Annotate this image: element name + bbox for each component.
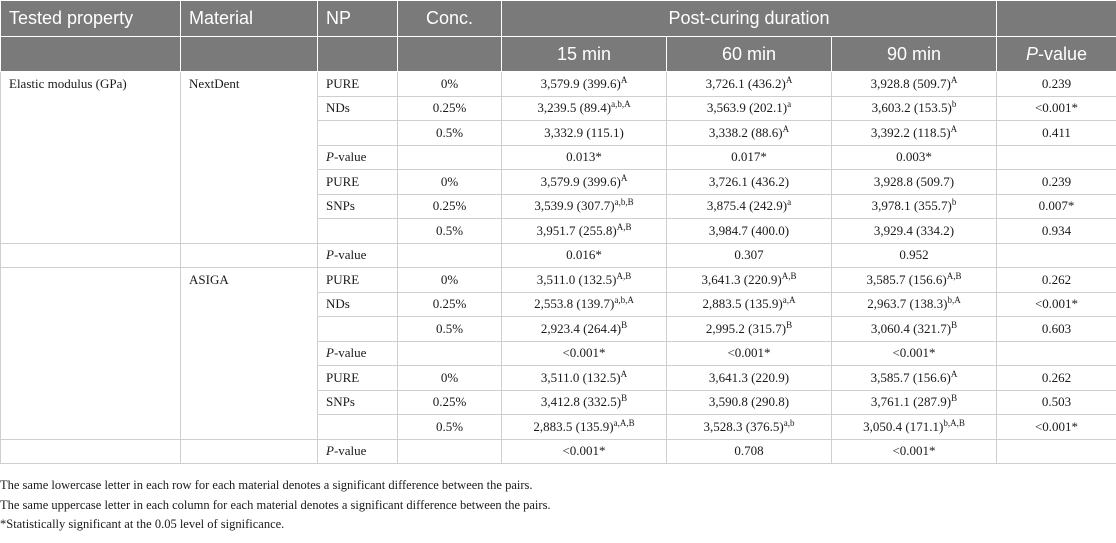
np-cell: PURE xyxy=(318,170,398,195)
col-blank xyxy=(1,37,181,72)
value-text: 3,060.4 (321.7) xyxy=(870,320,952,336)
value-text: 3,412.8 (332.5) xyxy=(540,394,622,410)
value-text: 3,392.2 (118.5) xyxy=(870,124,951,140)
note-significance: *Statistically significant at the 0.05 level of significance. xyxy=(0,517,285,531)
significance-letters: A,B xyxy=(781,270,797,281)
col-conc: Conc. xyxy=(398,1,502,37)
value-cell xyxy=(667,121,832,146)
np-cell: SNPs xyxy=(318,194,398,219)
col-blank xyxy=(181,37,318,72)
value-text: 3,929.4 (334.2) xyxy=(873,222,955,238)
value-text: 3,641.3 (220.9) xyxy=(708,369,790,385)
p-value-cell: 0.013* xyxy=(502,145,667,170)
value-cell xyxy=(502,121,667,146)
value-text: 3,579.9 (399.6) xyxy=(540,75,621,91)
row-p-value: 0.262 xyxy=(997,366,1116,391)
value-text: 3,511.0 (132.5) xyxy=(536,271,617,287)
significance-letters: a,b xyxy=(783,417,795,428)
conc-cell: 0.5% xyxy=(398,219,502,244)
table-notes xyxy=(0,476,551,535)
p-value-cell: <0.001* xyxy=(502,439,667,464)
significance-letters: a,b,A xyxy=(614,295,634,306)
value-text: 3,332.9 (115.1) xyxy=(544,124,624,140)
np-cell xyxy=(318,219,398,244)
row-p-value: 0.503 xyxy=(997,390,1116,415)
p-value-cell: 0.016* xyxy=(502,243,667,268)
value-cell xyxy=(667,96,832,121)
material-cell: ASIGA xyxy=(181,268,318,440)
table-row xyxy=(1,72,1116,97)
significance-letters: A xyxy=(620,368,628,379)
significance-letters: a,b,A xyxy=(611,99,631,110)
value-cell xyxy=(832,317,997,342)
empty-cell xyxy=(181,439,318,464)
value-text: 2,553.8 (139.7) xyxy=(534,296,615,312)
table-body xyxy=(1,72,1116,464)
conc-cell: 0.25% xyxy=(398,194,502,219)
value-cell xyxy=(502,366,667,391)
value-text: 3,951.7 (255.8) xyxy=(536,222,617,238)
value-cell xyxy=(667,72,832,97)
value-cell xyxy=(667,194,832,219)
value-cell xyxy=(832,219,997,244)
value-text: 3,590.8 (290.8) xyxy=(708,394,790,410)
value-cell xyxy=(667,219,832,244)
conc-cell: 0% xyxy=(398,72,502,97)
value-cell xyxy=(667,366,832,391)
conc-cell: 0.25% xyxy=(398,292,502,317)
value-text: 3,528.3 (376.5) xyxy=(703,418,784,434)
conc-cell: 0.5% xyxy=(398,121,502,146)
value-text: 3,563.9 (202.1) xyxy=(706,100,788,116)
np-cell: PURE xyxy=(318,366,398,391)
value-text: 3,239.5 (89.4) xyxy=(537,100,612,116)
value-cell xyxy=(832,415,997,440)
value-text: 3,875.4 (242.9) xyxy=(706,198,788,214)
significance-letters: a,A xyxy=(782,295,796,306)
p-value-label xyxy=(318,145,398,170)
row-p-value: 0.239 xyxy=(997,170,1116,195)
row-p-value: 0.007* xyxy=(997,194,1116,219)
value-cell xyxy=(502,170,667,195)
value-cell xyxy=(832,72,997,97)
p-suffix: -value xyxy=(333,247,367,263)
value-cell xyxy=(502,96,667,121)
significance-letters: A xyxy=(785,74,793,85)
significance-letters: A xyxy=(782,123,790,134)
p-value-cell: <0.001* xyxy=(502,341,667,366)
value-text: 3,585.7 (156.6) xyxy=(866,271,947,287)
value-cell xyxy=(667,292,832,317)
significance-letters: b xyxy=(951,197,957,208)
col-tested-property: Tested property xyxy=(1,1,181,37)
significance-letters: a xyxy=(787,197,792,208)
value-cell xyxy=(832,366,997,391)
col-15min: 15 min xyxy=(502,37,667,72)
value-cell xyxy=(667,170,832,195)
p-italic: P xyxy=(326,247,334,263)
p-italic: P xyxy=(326,149,334,165)
row-p-value: <0.001* xyxy=(997,415,1116,440)
row-p-value: 0.934 xyxy=(997,219,1116,244)
table-row xyxy=(1,268,1116,293)
value-text: 2,883.5 (135.9) xyxy=(533,418,614,434)
value-cell xyxy=(832,121,997,146)
empty-cell xyxy=(1,268,181,440)
col-material: Material xyxy=(181,1,318,37)
value-text: 3,641.3 (220.9) xyxy=(701,271,782,287)
empty-cell xyxy=(398,341,502,366)
value-cell xyxy=(667,317,832,342)
p-value-cell: 0.307 xyxy=(667,243,832,268)
value-text: 3,928.8 (509.7) xyxy=(873,173,955,189)
value-cell xyxy=(502,72,667,97)
empty-cell xyxy=(997,439,1116,464)
material-cell: NextDent xyxy=(181,72,318,244)
empty-cell xyxy=(181,243,318,268)
value-text: 3,928.8 (509.7) xyxy=(870,75,951,91)
row-p-value: 0.411 xyxy=(997,121,1116,146)
significance-letters: B xyxy=(786,319,793,330)
p-value-label xyxy=(318,439,398,464)
significance-letters: A xyxy=(620,172,628,183)
value-text: 2,923.4 (264.4) xyxy=(540,320,622,336)
conc-cell: 0.5% xyxy=(398,317,502,342)
p-value-label xyxy=(318,341,398,366)
empty-cell xyxy=(997,243,1116,268)
p-italic: P xyxy=(326,443,334,459)
significance-letters: A xyxy=(950,123,958,134)
empty-cell xyxy=(398,145,502,170)
value-text: 3,726.1 (436.2) xyxy=(705,75,786,91)
value-cell xyxy=(502,268,667,293)
significance-letters: A,B xyxy=(616,270,632,281)
conc-cell: 0.25% xyxy=(398,96,502,121)
conc-cell: 0% xyxy=(398,268,502,293)
value-text: 3,603.2 (153.5) xyxy=(871,100,952,116)
value-cell xyxy=(832,96,997,121)
significance-letters: b xyxy=(951,99,957,110)
p-value-cell: 0.952 xyxy=(832,243,997,268)
value-cell xyxy=(832,170,997,195)
conc-cell: 0.5% xyxy=(398,415,502,440)
np-cell: NDs xyxy=(318,292,398,317)
row-p-value: 0.239 xyxy=(997,72,1116,97)
p-value-row xyxy=(1,243,1116,268)
col-p-value: P-value xyxy=(997,37,1116,72)
value-cell xyxy=(667,268,832,293)
np-cell: PURE xyxy=(318,72,398,97)
np-cell: SNPs xyxy=(318,390,398,415)
significance-letters: B xyxy=(951,393,958,404)
col-60min: 60 min xyxy=(667,37,832,72)
empty-cell xyxy=(398,439,502,464)
property-cell: Elastic modulus (GPa) xyxy=(1,72,181,244)
p-value-cell: <0.001* xyxy=(667,341,832,366)
col-post-curing: Post-curing duration xyxy=(502,1,997,37)
value-cell xyxy=(832,390,997,415)
significance-letters: B xyxy=(621,393,628,404)
conc-cell: 0% xyxy=(398,170,502,195)
significance-letters: A,B xyxy=(946,270,962,281)
value-text: 3,338.2 (88.6) xyxy=(708,124,783,140)
empty-cell xyxy=(1,439,181,464)
p-value-cell: 0.708 xyxy=(667,439,832,464)
empty-cell xyxy=(997,145,1116,170)
conc-cell: 0.25% xyxy=(398,390,502,415)
value-cell xyxy=(502,317,667,342)
value-cell xyxy=(832,268,997,293)
value-text: 2,995.2 (315.7) xyxy=(705,320,787,336)
value-cell xyxy=(502,292,667,317)
value-cell xyxy=(502,194,667,219)
np-cell xyxy=(318,415,398,440)
note-lowercase: The same lowercase letter in each row for each material denotes a significant difference between the pairs. xyxy=(0,478,533,492)
p-value-label xyxy=(318,243,398,268)
row-p-value: 0.262 xyxy=(997,268,1116,293)
significance-letters: b,A xyxy=(947,295,961,306)
value-cell xyxy=(832,194,997,219)
significance-letters: a,A,B xyxy=(613,417,635,428)
significance-letters: B xyxy=(621,319,628,330)
value-text: 3,585.7 (156.6) xyxy=(870,369,951,385)
p-value-cell: <0.001* xyxy=(832,439,997,464)
p-suffix: -value xyxy=(333,345,367,361)
empty-cell xyxy=(997,341,1116,366)
conc-cell: 0% xyxy=(398,366,502,391)
value-text: 2,883.5 (135.9) xyxy=(702,296,783,312)
np-cell xyxy=(318,121,398,146)
value-text: 3,511.0 (132.5) xyxy=(540,369,621,385)
value-text: 3,761.1 (287.9) xyxy=(870,394,952,410)
value-text: 3,726.1 (436.2) xyxy=(708,173,790,189)
value-text: 3,978.1 (355.7) xyxy=(871,198,952,214)
value-text: 3,539.9 (307.7) xyxy=(534,198,615,214)
empty-cell xyxy=(1,243,181,268)
value-text: 2,963.7 (138.3) xyxy=(867,296,948,312)
row-p-value: <0.001* xyxy=(997,292,1116,317)
p-value-cell: <0.001* xyxy=(832,341,997,366)
col-blank xyxy=(318,37,398,72)
significance-letters: a,b,B xyxy=(614,197,634,208)
row-p-value: <0.001* xyxy=(997,96,1116,121)
p-value-cell: 0.017* xyxy=(667,145,832,170)
significance-letters: B xyxy=(951,319,958,330)
p-italic: P xyxy=(326,345,334,361)
col-blank xyxy=(398,37,502,72)
value-cell xyxy=(502,415,667,440)
value-text: 3,984.7 (400.0) xyxy=(708,222,790,238)
p-value-row xyxy=(1,439,1116,464)
np-cell xyxy=(318,317,398,342)
significance-letters: b,A,B xyxy=(943,417,965,428)
p-suffix: -value xyxy=(333,149,367,165)
p-value-cell: 0.003* xyxy=(832,145,997,170)
row-p-value: 0.603 xyxy=(997,317,1116,342)
note-uppercase: The same uppercase letter in each column for each material denotes a significant difference between the pairs. xyxy=(0,497,551,512)
value-text: 3,579.9 (399.6) xyxy=(540,173,621,189)
value-cell xyxy=(667,415,832,440)
col-np: NP xyxy=(318,1,398,37)
significance-letters: A xyxy=(620,74,628,85)
value-cell xyxy=(502,219,667,244)
col-blank xyxy=(997,1,1116,37)
value-cell xyxy=(502,390,667,415)
np-cell: PURE xyxy=(318,268,398,293)
significance-letters: A xyxy=(950,74,958,85)
col-90min: 90 min xyxy=(832,37,997,72)
significance-letters: A,B xyxy=(616,221,632,232)
significance-letters: a xyxy=(787,99,792,110)
value-text: 3,050.4 (171.1) xyxy=(863,418,944,434)
p-suffix: -value xyxy=(333,443,367,459)
value-cell xyxy=(832,292,997,317)
empty-cell xyxy=(398,243,502,268)
np-cell: NDs xyxy=(318,96,398,121)
significance-letters: A xyxy=(950,368,958,379)
value-cell xyxy=(667,390,832,415)
